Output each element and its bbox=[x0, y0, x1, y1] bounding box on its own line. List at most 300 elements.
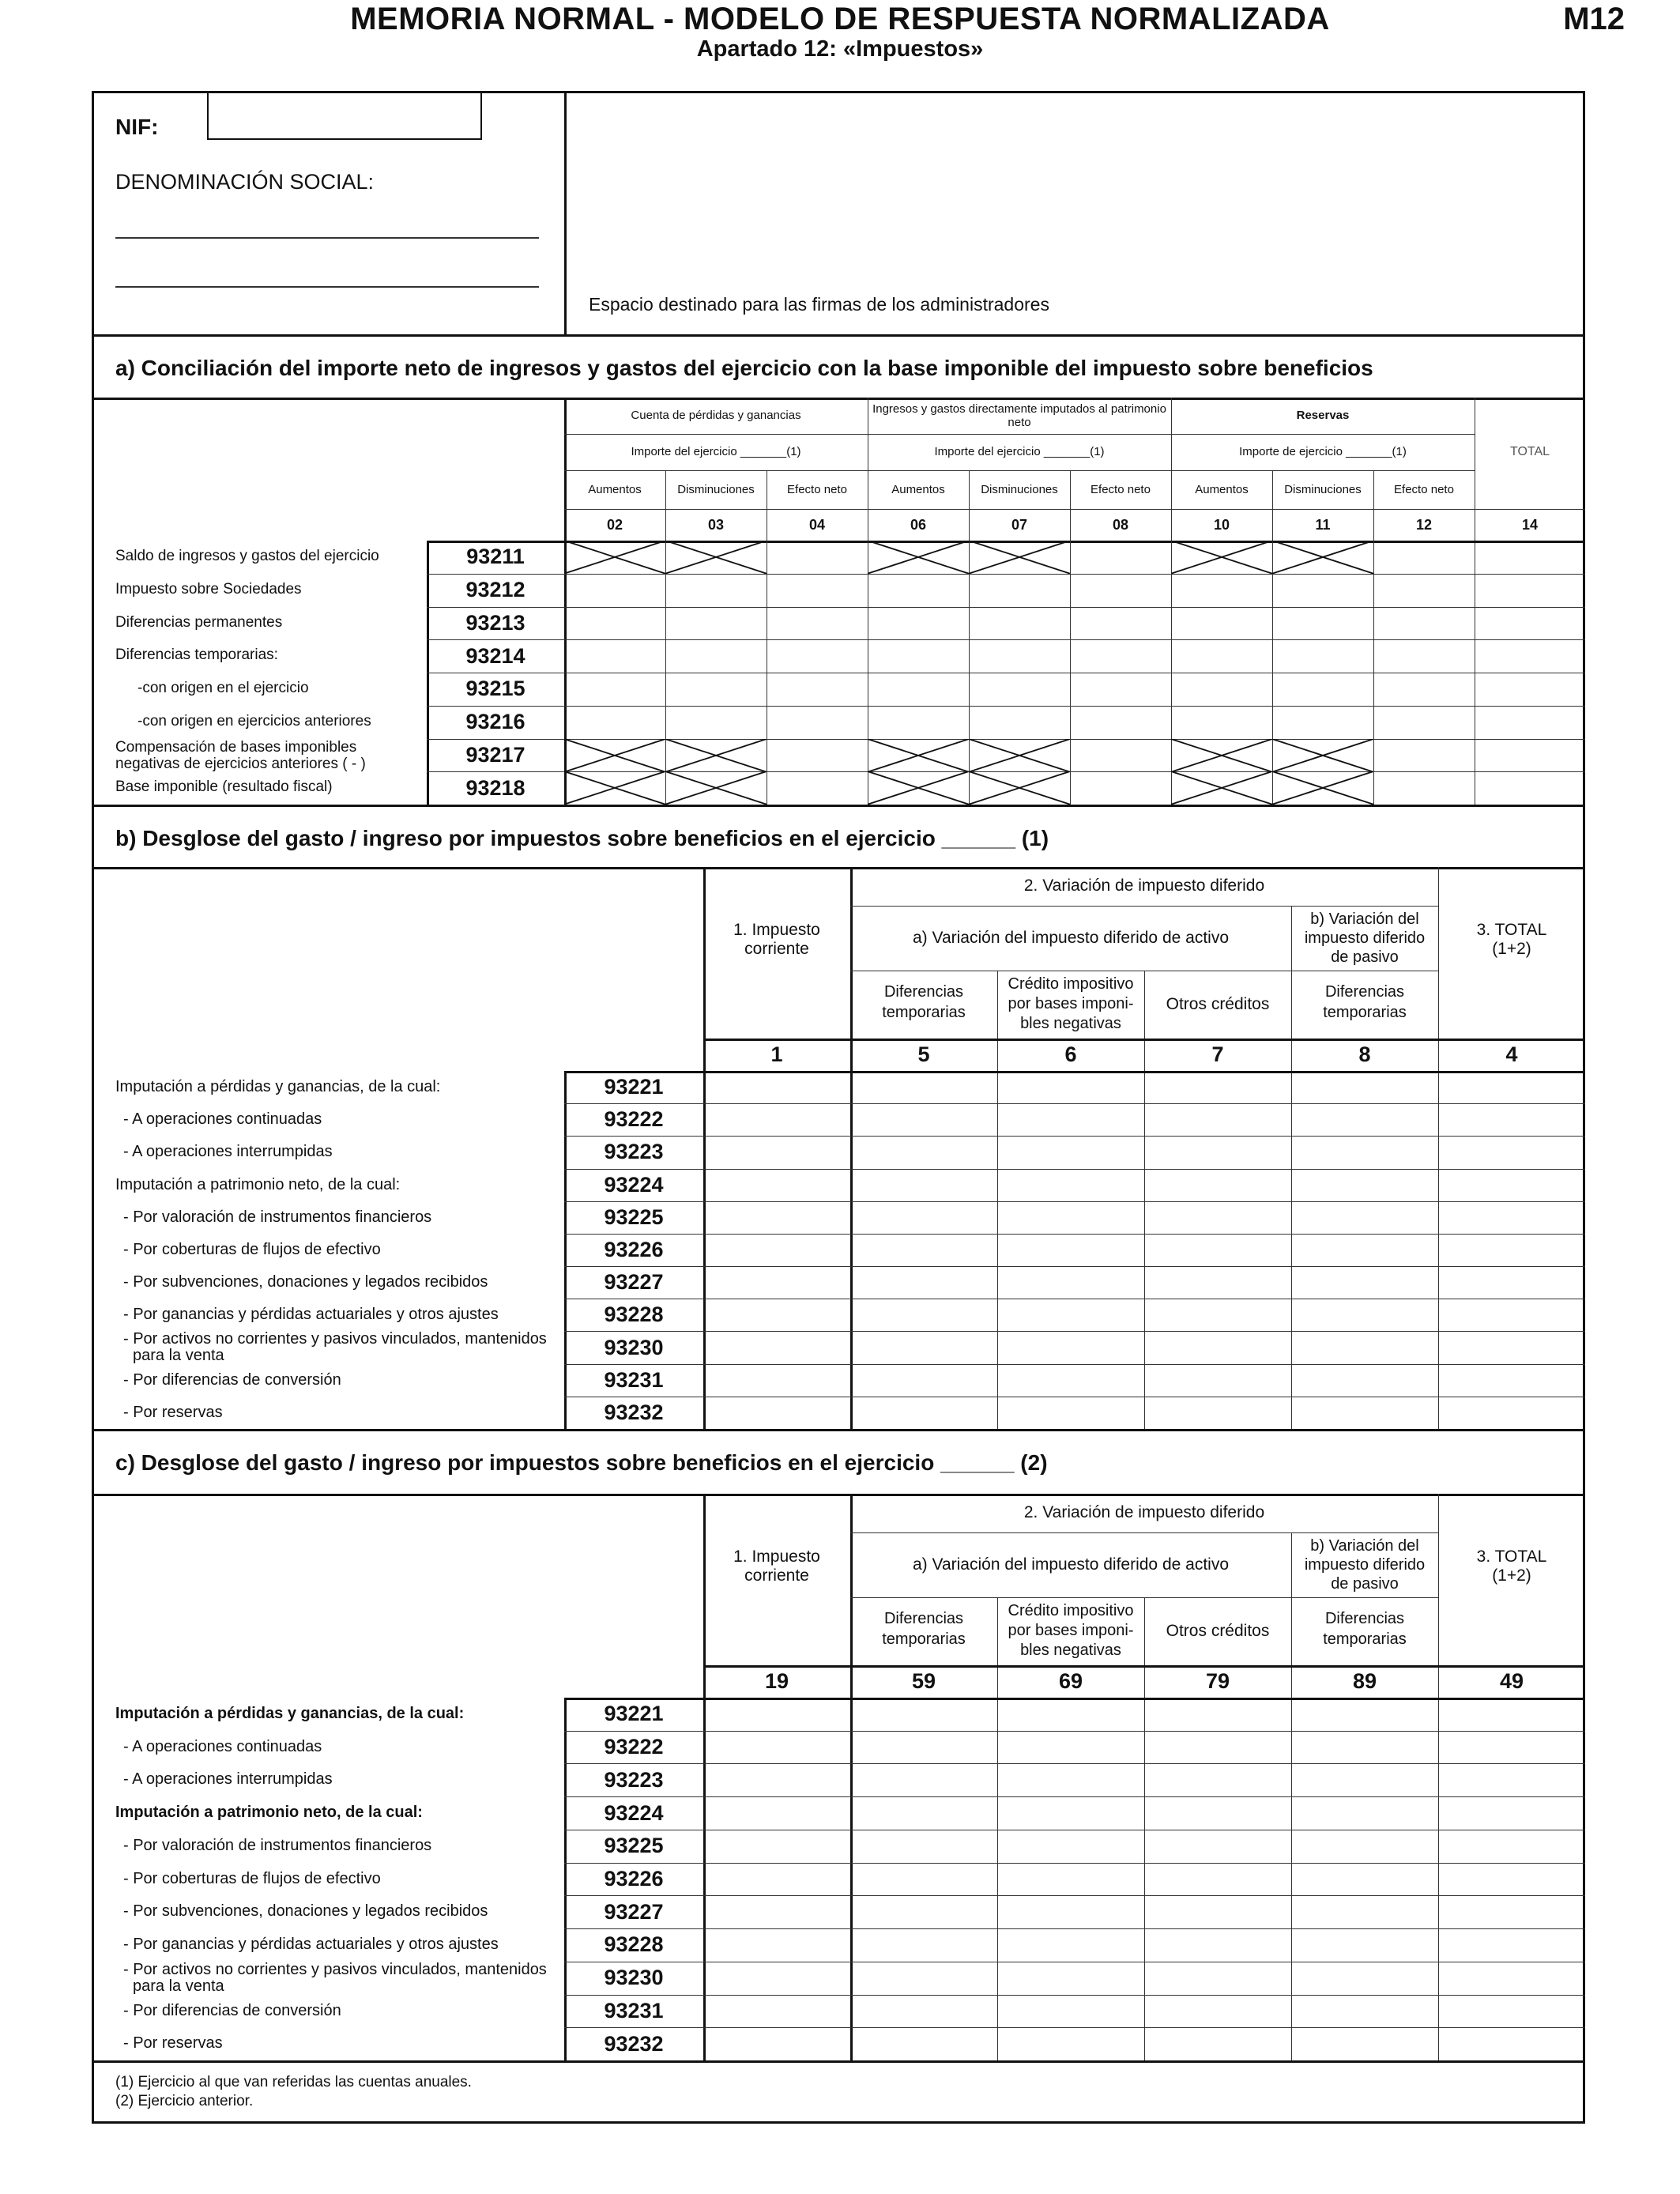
c-input-cell-93221-4[interactable] bbox=[1291, 1698, 1438, 1731]
b-input-cell-93227-0[interactable] bbox=[703, 1266, 850, 1299]
c-input-cell-93230-5[interactable] bbox=[1438, 1962, 1585, 1995]
subcol-7: Disminuciones bbox=[1284, 482, 1362, 496]
c-input-cell-93232-3[interactable] bbox=[1144, 2027, 1291, 2060]
crossed-cell-93217-3 bbox=[868, 739, 969, 772]
row-code-93212: 93212 bbox=[465, 578, 525, 602]
input-cell-93218-12[interactable] bbox=[1373, 771, 1475, 805]
input-cell-93212-12[interactable] bbox=[1373, 574, 1475, 607]
input-cell-93212-03[interactable] bbox=[665, 574, 767, 607]
crossed-cell-93211-0 bbox=[564, 541, 665, 574]
b-impuesto-corriente-1: 1. Impuesto bbox=[733, 920, 820, 939]
input-cell-93215-07[interactable] bbox=[969, 673, 1070, 706]
colnum-12: 12 bbox=[1415, 516, 1433, 533]
b-row-label-93222: - A operaciones continuadas bbox=[123, 1110, 322, 1129]
row-code-93216: 93216 bbox=[465, 710, 525, 734]
b-input-cell-93232-4[interactable] bbox=[1291, 1397, 1438, 1429]
input-cell-93216-02[interactable] bbox=[564, 706, 665, 739]
c-row-label-93228: - Por ganancias y pérdidas actuariales y otros ajustes bbox=[123, 1936, 499, 1954]
c-input-cell-93222-2[interactable] bbox=[997, 1731, 1144, 1764]
c-input-cell-93224-5[interactable] bbox=[1438, 1796, 1585, 1830]
c-dif-temp-pasivo-1: Diferencias bbox=[1324, 1609, 1405, 1627]
c-credito-3: bles negativas bbox=[1020, 1641, 1121, 1659]
c-input-cell-93227-1[interactable] bbox=[850, 1895, 997, 1928]
c-input-cell-93232-5[interactable] bbox=[1438, 2027, 1585, 2060]
b-input-cell-93227-2[interactable] bbox=[997, 1266, 1144, 1299]
b-input-cell-93232-3[interactable] bbox=[1144, 1397, 1291, 1429]
c-input-cell-93231-5[interactable] bbox=[1438, 1995, 1585, 2028]
input-cell-93212-08[interactable] bbox=[1070, 574, 1171, 607]
c-input-cell-93223-4[interactable] bbox=[1291, 1763, 1438, 1796]
c-input-cell-93227-3[interactable] bbox=[1144, 1895, 1291, 1928]
b-dif-temp-activo-1: Diferencias bbox=[883, 982, 964, 1001]
c-input-cell-93226-3[interactable] bbox=[1144, 1863, 1291, 1896]
c-input-cell-93231-3[interactable] bbox=[1144, 1995, 1291, 2028]
c-dif-temp-pasivo-2: temporarias bbox=[1323, 1630, 1407, 1648]
crossed-cell-93217-1 bbox=[665, 739, 767, 772]
c-input-cell-93225-2[interactable] bbox=[997, 1830, 1144, 1863]
input-cell-93218-08[interactable] bbox=[1070, 771, 1171, 805]
input-cell-93215-03[interactable] bbox=[665, 673, 767, 706]
c-colnum-2: 69 bbox=[1058, 1668, 1083, 1693]
b-row-code-93230: 93230 bbox=[604, 1335, 664, 1359]
b-input-cell-93224-4[interactable] bbox=[1291, 1169, 1438, 1201]
crossed-cell-93217-6 bbox=[1171, 739, 1272, 772]
input-cell-93215-10[interactable] bbox=[1171, 673, 1272, 706]
c-input-cell-93227-4[interactable] bbox=[1291, 1895, 1438, 1928]
input-cell-93213-08[interactable] bbox=[1070, 607, 1171, 640]
b-input-cell-93223-5[interactable] bbox=[1438, 1136, 1585, 1168]
c-credito-2: por bases imponi- bbox=[1008, 1621, 1134, 1639]
b-input-cell-93221-0[interactable] bbox=[703, 1071, 850, 1103]
b-input-cell-93223-1[interactable] bbox=[850, 1136, 997, 1168]
b-input-cell-93225-4[interactable] bbox=[1291, 1201, 1438, 1234]
input-cell-93214-10[interactable] bbox=[1171, 639, 1272, 673]
input-cell-93216-07[interactable] bbox=[969, 706, 1070, 739]
c-input-cell-93231-1[interactable] bbox=[850, 1995, 997, 2028]
b-input-cell-93231-4[interactable] bbox=[1291, 1364, 1438, 1397]
c-input-cell-93227-5[interactable] bbox=[1438, 1895, 1585, 1928]
nif-input[interactable] bbox=[207, 92, 482, 140]
b-colnum-0: 1 bbox=[770, 1042, 783, 1066]
c-input-cell-93231-0[interactable] bbox=[703, 1995, 850, 2028]
c-dif-temp-activo-1: Diferencias bbox=[883, 1609, 964, 1627]
firmas-label: Espacio destinado para las firmas de los administradores bbox=[589, 294, 1049, 315]
b-colnum-4: 8 bbox=[1358, 1042, 1371, 1066]
b-input-cell-93231-5[interactable] bbox=[1438, 1364, 1585, 1397]
c-input-cell-93226-0[interactable] bbox=[703, 1863, 850, 1896]
c-input-cell-93222-1[interactable] bbox=[850, 1731, 997, 1764]
c-input-cell-93228-1[interactable] bbox=[850, 1928, 997, 1962]
c-input-cell-93232-0[interactable] bbox=[703, 2027, 850, 2060]
crossed-cell-93218-6 bbox=[1171, 771, 1272, 805]
c-input-cell-93226-5[interactable] bbox=[1438, 1863, 1585, 1896]
b-input-cell-93223-0[interactable] bbox=[703, 1136, 850, 1168]
c-input-cell-93225-1[interactable] bbox=[850, 1830, 997, 1863]
form-title: MEMORIA NORMAL - MODELO DE RESPUESTA NORMALIZADA bbox=[350, 2, 1330, 36]
input-cell-93212-06[interactable] bbox=[868, 574, 969, 607]
c-row-code-93222: 93222 bbox=[604, 1735, 664, 1759]
section-b-heading: b) Desglose del gasto / ingreso por impuestos sobre beneficios en el ejercicio ______ (1) bbox=[115, 826, 1049, 850]
c-row-code-93225: 93225 bbox=[604, 1834, 664, 1858]
input-cell-93213-06[interactable] bbox=[868, 607, 969, 640]
input-cell-93217-08[interactable] bbox=[1070, 739, 1171, 772]
b-input-cell-93230-0[interactable] bbox=[703, 1331, 850, 1363]
input-cell-93215-12[interactable] bbox=[1373, 673, 1475, 706]
b-colnum-5: 4 bbox=[1505, 1042, 1518, 1066]
importe-label-2: Importe de ejercicio _______(1) bbox=[1239, 445, 1407, 459]
crossed-cell-93218-7 bbox=[1272, 771, 1373, 805]
c-input-cell-93227-0[interactable] bbox=[703, 1895, 850, 1928]
nif-label: NIF: bbox=[115, 115, 159, 139]
b-input-cell-93224-3[interactable] bbox=[1144, 1169, 1291, 1201]
c-input-cell-93232-1[interactable] bbox=[850, 2027, 997, 2060]
c-input-cell-93228-2[interactable] bbox=[997, 1928, 1144, 1962]
b-otros-creditos: Otros créditos bbox=[1166, 994, 1270, 1013]
c-row-code-93224: 93224 bbox=[604, 1800, 664, 1825]
b-input-cell-93226-1[interactable] bbox=[850, 1234, 997, 1266]
colnum-04: 04 bbox=[808, 516, 826, 533]
c-input-cell-93221-5[interactable] bbox=[1438, 1698, 1585, 1731]
b-input-cell-93224-5[interactable] bbox=[1438, 1169, 1585, 1201]
c-input-cell-93230-1[interactable] bbox=[850, 1962, 997, 1995]
b-credito-1: Crédito impositivo bbox=[1008, 974, 1134, 993]
input-cell-93213-14[interactable] bbox=[1475, 607, 1585, 640]
input-cell-93212-02[interactable] bbox=[564, 574, 665, 607]
b-input-cell-93224-2[interactable] bbox=[997, 1169, 1144, 1201]
input-cell-93212-04[interactable] bbox=[767, 574, 868, 607]
firmas-area[interactable] bbox=[566, 92, 1583, 334]
b-input-cell-93222-2[interactable] bbox=[997, 1103, 1144, 1136]
b-row-label-93225: - Por valoración de instrumentos financieros bbox=[123, 1208, 432, 1226]
crossed-cell-93211-1 bbox=[665, 541, 767, 574]
b-input-cell-93231-0[interactable] bbox=[703, 1364, 850, 1397]
input-cell-93211-08[interactable] bbox=[1070, 541, 1171, 574]
input-cell-93211-14[interactable] bbox=[1475, 541, 1585, 574]
input-cell-93216-08[interactable] bbox=[1070, 706, 1171, 739]
b-input-cell-93225-2[interactable] bbox=[997, 1201, 1144, 1234]
colnum-02: 02 bbox=[606, 516, 623, 533]
c-variacion-diferido: 2. Variación de impuesto diferido bbox=[1023, 1503, 1265, 1522]
input-cell-93213-11[interactable] bbox=[1272, 607, 1373, 640]
c-input-cell-93225-4[interactable] bbox=[1291, 1830, 1438, 1863]
input-cell-93213-07[interactable] bbox=[969, 607, 1070, 640]
b-input-cell-93230-5[interactable] bbox=[1438, 1331, 1585, 1363]
input-cell-93214-06[interactable] bbox=[868, 639, 969, 673]
crossed-cell-93218-0 bbox=[564, 771, 665, 805]
b-input-cell-93231-3[interactable] bbox=[1144, 1364, 1291, 1397]
c-input-cell-93224-3[interactable] bbox=[1144, 1796, 1291, 1830]
b-input-cell-93225-5[interactable] bbox=[1438, 1201, 1585, 1234]
b-row-code-93225: 93225 bbox=[604, 1204, 664, 1229]
c-input-cell-93222-4[interactable] bbox=[1291, 1731, 1438, 1764]
b-total-1: 3. TOTAL bbox=[1476, 920, 1547, 939]
b-input-cell-93226-3[interactable] bbox=[1144, 1234, 1291, 1266]
b-input-cell-93224-1[interactable] bbox=[850, 1169, 997, 1201]
c-input-cell-93226-4[interactable] bbox=[1291, 1863, 1438, 1896]
row-code-93214: 93214 bbox=[465, 643, 525, 668]
form-subtitle: Apartado 12: «Impuestos» bbox=[696, 36, 984, 62]
input-cell-93216-11[interactable] bbox=[1272, 706, 1373, 739]
subcol-1: Disminuciones bbox=[677, 482, 755, 496]
input-cell-93215-08[interactable] bbox=[1070, 673, 1171, 706]
input-cell-93211-04[interactable] bbox=[767, 541, 868, 574]
b-row-label-93224: Imputación a patrimonio neto, de la cual: bbox=[115, 1175, 401, 1193]
input-cell-93214-14[interactable] bbox=[1475, 639, 1585, 673]
b-input-cell-93232-2[interactable] bbox=[997, 1397, 1144, 1429]
b-input-cell-93221-2[interactable] bbox=[997, 1071, 1144, 1103]
c-input-cell-93224-4[interactable] bbox=[1291, 1796, 1438, 1830]
b-row-label-93227: - Por subvenciones, donaciones y legados recibidos bbox=[123, 1273, 488, 1291]
c-input-cell-93226-1[interactable] bbox=[850, 1863, 997, 1896]
input-cell-93216-04[interactable] bbox=[767, 706, 868, 739]
b-dif-temp-pasivo-1: Diferencias bbox=[1324, 982, 1405, 1001]
c-input-cell-93222-0[interactable] bbox=[703, 1731, 850, 1764]
input-cell-93218-04[interactable] bbox=[767, 771, 868, 805]
b-input-cell-93224-0[interactable] bbox=[703, 1169, 850, 1201]
colnum-06: 06 bbox=[910, 516, 927, 533]
b-input-cell-93222-1[interactable] bbox=[850, 1103, 997, 1136]
c-input-cell-93226-2[interactable] bbox=[997, 1863, 1144, 1896]
input-cell-93216-03[interactable] bbox=[665, 706, 767, 739]
c-variacion-pasivo-3: de pasivo bbox=[1331, 1574, 1399, 1593]
c-row-code-93232: 93232 bbox=[604, 2031, 664, 2056]
b-input-cell-93223-2[interactable] bbox=[997, 1136, 1144, 1168]
c-variacion-activo: a) Variación del impuesto diferido de activo bbox=[913, 1555, 1229, 1574]
b-input-cell-93230-3[interactable] bbox=[1144, 1331, 1291, 1363]
input-cell-93215-04[interactable] bbox=[767, 673, 868, 706]
b-input-cell-93228-4[interactable] bbox=[1291, 1299, 1438, 1331]
footnote-2: (2) Ejercicio anterior. bbox=[115, 2093, 254, 2109]
input-cell-93214-03[interactable] bbox=[665, 639, 767, 673]
c-variacion-pasivo-1: b) Variación del bbox=[1310, 1536, 1419, 1555]
row-code-93217: 93217 bbox=[465, 742, 525, 767]
input-cell-93214-02[interactable] bbox=[564, 639, 665, 673]
row-label-93215: -con origen en el ejercicio bbox=[137, 680, 309, 696]
b-input-cell-93227-3[interactable] bbox=[1144, 1266, 1291, 1299]
b-input-cell-93228-5[interactable] bbox=[1438, 1299, 1585, 1331]
c-row-label-93226: - Por coberturas de flujos de efectivo bbox=[123, 1869, 381, 1887]
input-cell-93215-06[interactable] bbox=[868, 673, 969, 706]
input-cell-93217-12[interactable] bbox=[1373, 739, 1475, 772]
b-input-cell-93228-2[interactable] bbox=[997, 1299, 1144, 1331]
b-row-code-93224: 93224 bbox=[604, 1172, 664, 1197]
input-cell-93214-07[interactable] bbox=[969, 639, 1070, 673]
input-cell-93217-04[interactable] bbox=[767, 739, 868, 772]
b-input-cell-93222-3[interactable] bbox=[1144, 1103, 1291, 1136]
c-input-cell-93230-4[interactable] bbox=[1291, 1962, 1438, 1995]
b-row-code-93221: 93221 bbox=[604, 1075, 664, 1099]
row-label-93211: Saldo de ingresos y gastos del ejercicio bbox=[115, 548, 379, 564]
b-input-cell-93228-0[interactable] bbox=[703, 1299, 850, 1331]
c-input-cell-93223-1[interactable] bbox=[850, 1763, 997, 1796]
input-cell-93216-10[interactable] bbox=[1171, 706, 1272, 739]
c-input-cell-93227-2[interactable] bbox=[997, 1895, 1144, 1928]
input-cell-93215-14[interactable] bbox=[1475, 673, 1585, 706]
b-input-cell-93221-3[interactable] bbox=[1144, 1071, 1291, 1103]
c-input-cell-93231-2[interactable] bbox=[997, 1995, 1144, 2028]
c-input-cell-93224-0[interactable] bbox=[703, 1796, 850, 1830]
input-cell-93212-07[interactable] bbox=[969, 574, 1070, 607]
c-input-cell-93224-1[interactable] bbox=[850, 1796, 997, 1830]
c-input-cell-93224-2[interactable] bbox=[997, 1796, 1144, 1830]
b-colnum-1: 5 bbox=[917, 1042, 930, 1066]
input-cell-93213-12[interactable] bbox=[1373, 607, 1475, 640]
section-a-heading: a) Conciliación del importe neto de ingresos y gastos del ejercicio con la base imponible del impuesto sobre beneficios bbox=[115, 356, 1373, 380]
row-code-93211: 93211 bbox=[466, 545, 525, 569]
denominacion-line-2[interactable] bbox=[115, 286, 539, 288]
row-code-93213: 93213 bbox=[465, 610, 525, 635]
c-input-cell-93225-0[interactable] bbox=[703, 1830, 850, 1863]
input-cell-93213-02[interactable] bbox=[564, 607, 665, 640]
c-row-code-93221: 93221 bbox=[604, 1702, 664, 1726]
c-input-cell-93230-3[interactable] bbox=[1144, 1962, 1291, 1995]
input-cell-93213-10[interactable] bbox=[1171, 607, 1272, 640]
b-input-cell-93222-0[interactable] bbox=[703, 1103, 850, 1136]
row-code-93215: 93215 bbox=[465, 677, 525, 701]
b-row-label-93223: - A operaciones interrumpidas bbox=[123, 1143, 333, 1161]
b-input-cell-93228-3[interactable] bbox=[1144, 1299, 1291, 1331]
c-otros-creditos: Otros créditos bbox=[1166, 1621, 1270, 1640]
total-label: TOTAL bbox=[1509, 444, 1550, 458]
row-label2-93217: negativas de ejercicios anteriores ( - ) bbox=[115, 755, 366, 772]
c-input-cell-93221-1[interactable] bbox=[850, 1698, 997, 1731]
c-input-cell-93221-2[interactable] bbox=[997, 1698, 1144, 1731]
crossed-cell-93211-3 bbox=[868, 541, 969, 574]
b-row-code-93232: 93232 bbox=[604, 1400, 664, 1424]
c-row-code-93223: 93223 bbox=[604, 1767, 664, 1792]
c-input-cell-93221-0[interactable] bbox=[703, 1698, 850, 1731]
c-input-cell-93223-5[interactable] bbox=[1438, 1763, 1585, 1796]
input-cell-93214-12[interactable] bbox=[1373, 639, 1475, 673]
b-row-code-93226: 93226 bbox=[604, 1237, 664, 1261]
c-row-code-93228: 93228 bbox=[604, 1932, 664, 1957]
c-input-cell-93223-3[interactable] bbox=[1144, 1763, 1291, 1796]
b-input-cell-93226-2[interactable] bbox=[997, 1234, 1144, 1266]
crossed-cell-93217-7 bbox=[1272, 739, 1373, 772]
subcol-6: Aumentos bbox=[1195, 482, 1249, 496]
b-input-cell-93221-5[interactable] bbox=[1438, 1071, 1585, 1103]
subcol-8: Efecto neto bbox=[1394, 482, 1454, 496]
b-input-cell-93231-2[interactable] bbox=[997, 1364, 1144, 1397]
input-cell-93212-10[interactable] bbox=[1171, 574, 1272, 607]
b-input-cell-93232-5[interactable] bbox=[1438, 1397, 1585, 1429]
c-input-cell-93225-3[interactable] bbox=[1144, 1830, 1291, 1863]
c-input-cell-93225-5[interactable] bbox=[1438, 1830, 1585, 1863]
b-input-cell-93221-1[interactable] bbox=[850, 1071, 997, 1103]
b-dif-temp-activo-2: temporarias bbox=[882, 1003, 966, 1021]
c-input-cell-93230-0[interactable] bbox=[703, 1962, 850, 1995]
b-input-cell-93230-2[interactable] bbox=[997, 1331, 1144, 1363]
c-credito-1: Crédito impositivo bbox=[1008, 1601, 1134, 1619]
b-row-code-93222: 93222 bbox=[604, 1107, 664, 1132]
c-row-label-93224: Imputación a patrimonio neto, de la cual: bbox=[115, 1804, 423, 1822]
input-cell-93214-08[interactable] bbox=[1070, 639, 1171, 673]
row-label-93216: -con origen en ejercicios anteriores bbox=[137, 712, 371, 729]
b-input-cell-93225-0[interactable] bbox=[703, 1201, 850, 1234]
b-input-cell-93227-5[interactable] bbox=[1438, 1266, 1585, 1299]
b-row-code-93231: 93231 bbox=[604, 1367, 664, 1392]
c-colnum-5: 49 bbox=[1499, 1668, 1524, 1693]
importe-label-0: Importe del ejercicio _______(1) bbox=[631, 445, 801, 459]
c-input-cell-93228-5[interactable] bbox=[1438, 1928, 1585, 1962]
c-input-cell-93222-5[interactable] bbox=[1438, 1731, 1585, 1764]
section-c-heading: c) Desglose del gasto / ingreso por impuestos sobre beneficios en el ejercicio ______ (2) bbox=[115, 1450, 1048, 1475]
importe-label-1: Importe del ejercicio _______(1) bbox=[934, 445, 1105, 459]
c-input-cell-93228-4[interactable] bbox=[1291, 1928, 1438, 1962]
b-input-cell-93223-4[interactable] bbox=[1291, 1136, 1438, 1168]
c-colnum-3: 79 bbox=[1205, 1668, 1230, 1693]
b-input-cell-93225-3[interactable] bbox=[1144, 1201, 1291, 1234]
c-input-cell-93232-4[interactable] bbox=[1291, 2027, 1438, 2060]
c-colnum-4: 89 bbox=[1352, 1668, 1377, 1693]
input-cell-93214-04[interactable] bbox=[767, 639, 868, 673]
b-credito-3: bles negativas bbox=[1020, 1014, 1121, 1032]
b-input-cell-93226-4[interactable] bbox=[1291, 1234, 1438, 1266]
input-cell-93214-11[interactable] bbox=[1272, 639, 1373, 673]
b-variacion-diferido: 2. Variación de impuesto diferido bbox=[1023, 876, 1265, 895]
b-input-cell-93230-1[interactable] bbox=[850, 1331, 997, 1363]
colnum-03: 03 bbox=[707, 516, 725, 533]
c-input-cell-93222-3[interactable] bbox=[1144, 1731, 1291, 1764]
b-row-code-93223: 93223 bbox=[604, 1140, 664, 1164]
input-cell-93212-14[interactable] bbox=[1475, 574, 1585, 607]
b-input-cell-93222-5[interactable] bbox=[1438, 1103, 1585, 1136]
input-cell-93212-11[interactable] bbox=[1272, 574, 1373, 607]
b-input-cell-93226-0[interactable] bbox=[703, 1234, 850, 1266]
input-cell-93216-14[interactable] bbox=[1475, 706, 1585, 739]
c-row-label-93227: - Por subvenciones, donaciones y legados recibidos bbox=[123, 1902, 488, 1921]
input-cell-93213-03[interactable] bbox=[665, 607, 767, 640]
b-input-cell-93230-4[interactable] bbox=[1291, 1331, 1438, 1363]
input-cell-93216-12[interactable] bbox=[1373, 706, 1475, 739]
b-input-cell-93222-4[interactable] bbox=[1291, 1103, 1438, 1136]
c-input-cell-93228-3[interactable] bbox=[1144, 1928, 1291, 1962]
crossed-cell-93217-4 bbox=[969, 739, 1070, 772]
b-input-cell-93227-1[interactable] bbox=[850, 1266, 997, 1299]
input-cell-93211-12[interactable] bbox=[1373, 541, 1475, 574]
input-cell-93215-11[interactable] bbox=[1272, 673, 1373, 706]
b-input-cell-93226-5[interactable] bbox=[1438, 1234, 1585, 1266]
input-cell-93213-04[interactable] bbox=[767, 607, 868, 640]
denominacion-line-1[interactable] bbox=[115, 237, 539, 239]
b-input-cell-93225-1[interactable] bbox=[850, 1201, 997, 1234]
b-input-cell-93227-4[interactable] bbox=[1291, 1266, 1438, 1299]
b-input-cell-93231-1[interactable] bbox=[850, 1364, 997, 1397]
c-input-cell-93223-0[interactable] bbox=[703, 1763, 850, 1796]
input-cell-93215-02[interactable] bbox=[564, 673, 665, 706]
c-input-cell-93232-2[interactable] bbox=[997, 2027, 1144, 2060]
c-row-code-93226: 93226 bbox=[604, 1866, 664, 1891]
b-input-cell-93228-1[interactable] bbox=[850, 1299, 997, 1331]
input-cell-93217-14[interactable] bbox=[1475, 739, 1585, 772]
input-cell-93216-06[interactable] bbox=[868, 706, 969, 739]
crossed-cell-93218-1 bbox=[665, 771, 767, 805]
b-input-cell-93221-4[interactable] bbox=[1291, 1071, 1438, 1103]
c-input-cell-93230-2[interactable] bbox=[997, 1962, 1144, 1995]
crossed-cell-93211-4 bbox=[969, 541, 1070, 574]
input-cell-93218-14[interactable] bbox=[1475, 771, 1585, 805]
c-input-cell-93221-3[interactable] bbox=[1144, 1698, 1291, 1731]
b-impuesto-corriente-2: corriente bbox=[744, 939, 809, 958]
b-input-cell-93223-3[interactable] bbox=[1144, 1136, 1291, 1168]
c-total-1: 3. TOTAL bbox=[1476, 1547, 1547, 1566]
b-input-cell-93232-1[interactable] bbox=[850, 1397, 997, 1429]
c-input-cell-93223-2[interactable] bbox=[997, 1763, 1144, 1796]
b-input-cell-93232-0[interactable] bbox=[703, 1397, 850, 1429]
c-dif-temp-activo-2: temporarias bbox=[882, 1630, 966, 1648]
c-input-cell-93231-4[interactable] bbox=[1291, 1995, 1438, 2028]
c-input-cell-93228-0[interactable] bbox=[703, 1928, 850, 1962]
